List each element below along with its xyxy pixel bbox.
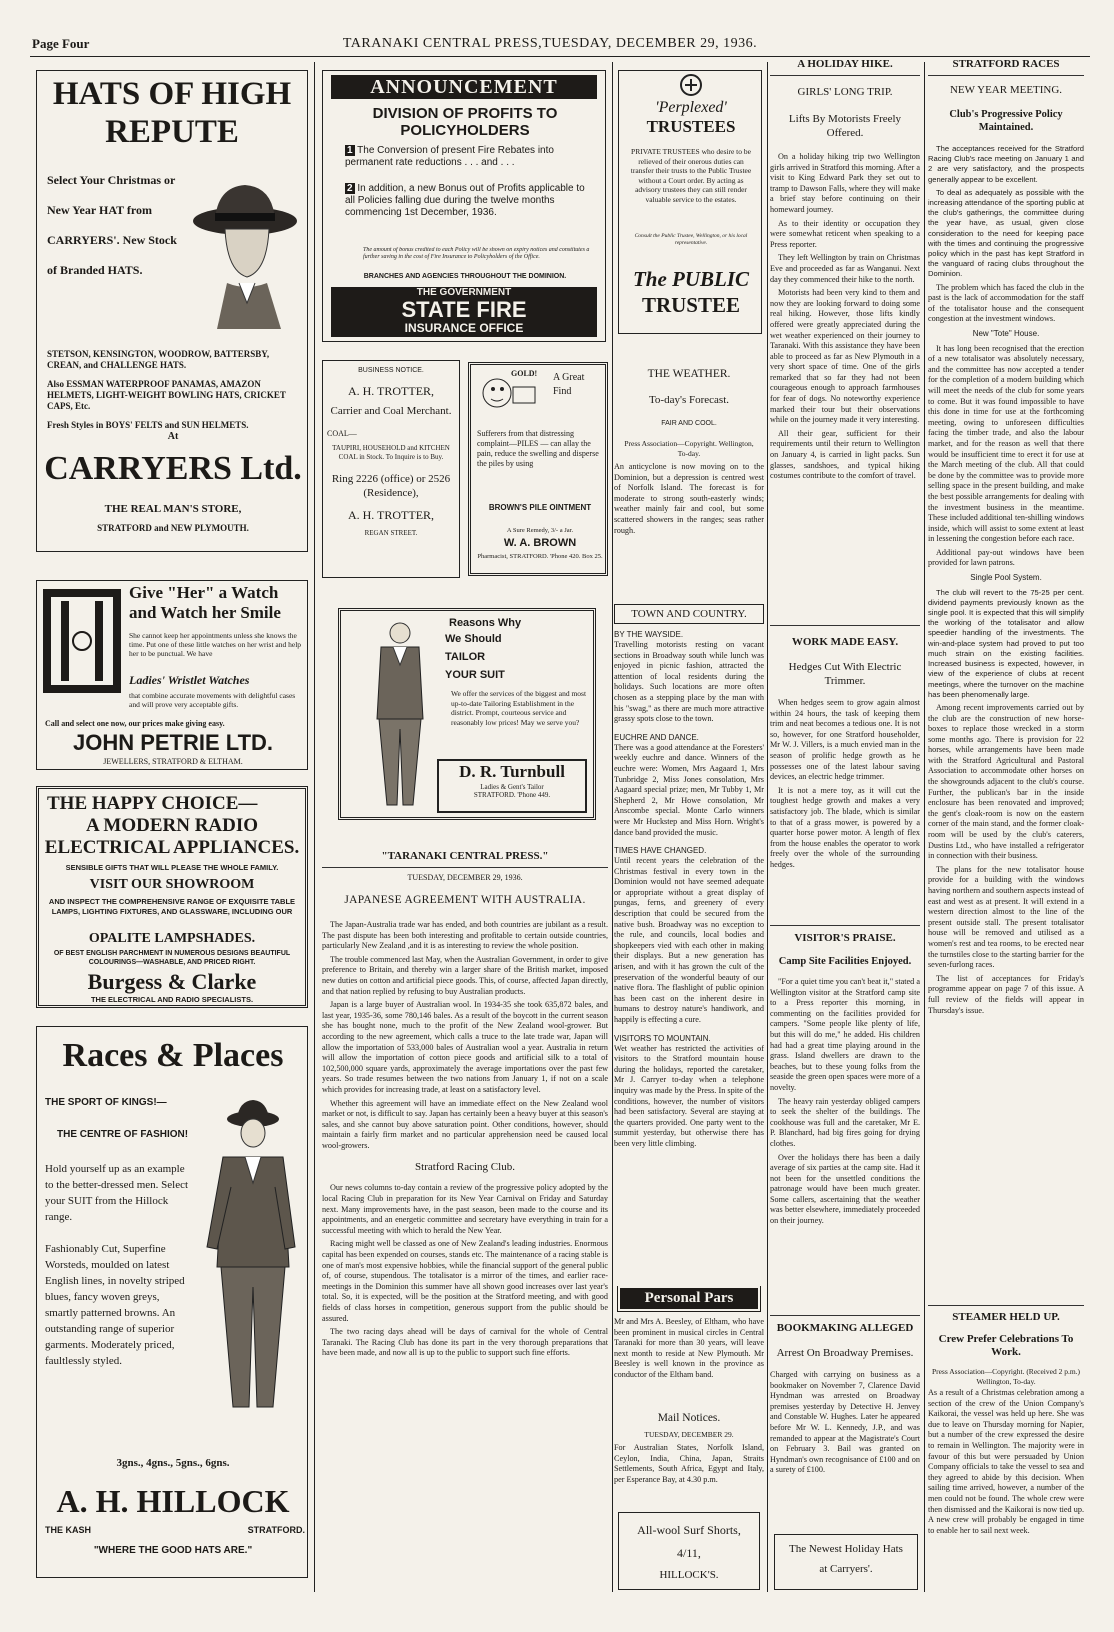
races-news-body-2	[928, 283, 1084, 584]
radio-line-6: AND INSPECT THE COMPREHENSIVE RANGE OF EXQUISITE TABLE LAMPS, LIGHTING FIXTURES, AND GLASSWARE, INCLUDING OUR	[48, 897, 296, 916]
trotter-name-2: A. H. TROTTER,	[347, 508, 435, 522]
bookmaking-rule	[770, 1315, 920, 1316]
radio-line-1: THE HAPPY CHOICE—	[47, 793, 258, 814]
hats-line-4: of Branded HATS.	[47, 263, 143, 277]
watch-body: She cannot keep her appointments unless she knows the time. Put one of these little watches on her wrist and help her to be punctual. We have	[129, 631, 302, 658]
trotter-ad	[322, 360, 460, 578]
hillock-shorts-l2: 4/11,	[677, 1546, 701, 1560]
column-rule-2	[612, 62, 613, 1592]
watch-box-illustration	[41, 587, 123, 697]
weather-body: An anticyclone is now moving on to the Dominion, but a depression is centred west of Norfolk Island. The forecast is for moderate to strong south-easterly winds; weather mainly fair and cool, but some scattered showers in the ranges; seas rather rough.	[614, 462, 764, 535]
bookmaking-sub: Arrest On Broadway Premises.	[776, 1347, 914, 1359]
races-line-2: THE CENTRE OF FASHION!	[57, 1129, 189, 1140]
hillock-shorts-l3: HILLOCK'S.	[659, 1569, 719, 1581]
hats-brands-1: STETSON, KENSINGTON, WOODROW, BATTERSBY, CREAN, and CHALLENGE HATS.	[47, 349, 270, 370]
races-prices: 3gns., 4gns., 5gns., 6gns.	[116, 1457, 230, 1469]
hedges-title: WORK MADE EASY.	[791, 636, 899, 648]
radio-firm-sub: THE ELECTRICAL AND RADIO SPECIALISTS.	[90, 995, 254, 1004]
column-rule-3	[767, 62, 768, 1592]
editorial-date: TUESDAY, DECEMBER 29, 1936.	[407, 873, 523, 882]
races-news-sub2: Club's Progressive Policy Maintained.	[949, 109, 1063, 133]
town-sub-3: TIMES HAVE CHANGED.	[614, 846, 707, 856]
town-text-1: Travelling motorists resting on vacant sections in Broadway south while lunch was enjoyed in picnic fashion, attracted the attention of local residents during the holidays. Such locations are more often chosen as a stepping place by the man with his "swag," as there are much more attractive grassy spots close to the town.	[614, 640, 764, 724]
town-sub-4: VISITORS TO MOUNTAIN.	[614, 1033, 711, 1043]
races-news-p3: The problem which has faced the club in the past is the lack of accommodation for the staff of the totalisator house and the consequent congestion at the investment windows.	[928, 282, 1084, 324]
turnbull-h3: TAILOR	[445, 651, 486, 663]
hike-p5: All their gear, sufficient for their requirements until their return to Wellington on January 4, is carried in light packs. Sun glasses, sandshoes, and typical hiking costumes contribute to the comfort of travel.	[770, 428, 920, 481]
hats-brands	[47, 349, 299, 431]
town-sub-2: EUCHRE AND DANCE.	[614, 732, 699, 742]
races-news	[928, 58, 1084, 1298]
editorial-body	[322, 920, 608, 1151]
brown-ad	[468, 362, 608, 576]
hedges-sub: Hedges Cut With Electric Trimmer.	[788, 661, 902, 687]
races-news-p7: Among recent improvements carried out by the club are the construction of new horse-boxes to replace those wrecked in a storm some months ago. There is provision for 22 horses, while arrangements have been made with the Stratford Agricultural and Pastoral Association to accommodate other horses on the showgrounds adjacent to the club's course. Further, the publican's bar in the inside enclosure has been renovated and improved; the gent's cloak-room is now on the eastern corner of the main stand, and the former cloak-room will be used by the club's caterers, Dustins Ltd., who have installed a refrigerator in connection with their business.	[928, 702, 1084, 861]
hats-line-3: CARRYERS'. New Stock	[47, 233, 177, 247]
carryers-hats-l2: at Carryers'.	[819, 1563, 873, 1575]
masthead-page: Page Four	[32, 36, 90, 51]
editorial-p1: The Japan-Australia trade war has ended, and both countries are jubilant as a result. The past dispute has been both interesting and profitable to certain outside countries, particularly New Zealand ,and it is as interesting to review the whole position.	[322, 920, 608, 951]
state-fire-block	[331, 287, 597, 337]
visitor-p3: Over the holidays there has been a daily average of six parties at the camp site. Had it not been for the unsettled conditions the patronage would have been much greater. Some callers, ascertaining that the weather was better elsewhere, immediately proceeded on their journey.	[770, 1152, 920, 1226]
steamer-body: As a result of a Christmas celebration among a section of the crew of the Union Company's Kaikorai, the vessel was held up here. She was due to leave on Thursday morning for Napier, but a number of the crew expressed the desire to remain in Wellington. The majority were in favour of this but were persuaded by Union Company officials to take the vessel to sea and they agreed to abide by this decision. When sailing time arrived, however, a number of the men could not be found. The whole crew were then dismissed and the Kaikorai is now tied up. A new crew will probably be engaged in time to enable her to sail next week.	[928, 1388, 1084, 1535]
visitor-p2: The heavy rain yesterday obliged campers to seek the shelter of the buildings. The cookhouse was full and the caretaker, Mr E. P. Blanchard, had big fires going for drying clothes.	[770, 1096, 920, 1148]
steamer-sub: Crew Prefer Celebrations To Work.	[938, 1333, 1074, 1358]
trustee-h1: 'Perplexed'	[655, 99, 727, 116]
visitor-article	[770, 920, 920, 1310]
state-fire-title: DIVISION OF PROFITS TO POLICYHOLDERS	[372, 105, 558, 139]
hike-article	[770, 58, 920, 614]
hats-text	[47, 165, 177, 285]
brown-gold: GOLD!	[511, 369, 538, 378]
town-sub-1: BY THE WAYSIDE.	[614, 630, 684, 639]
races-news-s2: Single Pool System.	[970, 573, 1042, 583]
mail-notices	[614, 1408, 764, 1508]
hats-at: At	[167, 431, 179, 442]
state-fire-branches: BRANCHES AND AGENCIES THROUGHOUT THE DOMINION.	[363, 273, 567, 280]
weather-sub: To-day's Forecast.	[648, 394, 730, 406]
public-trustee-ad	[618, 70, 762, 334]
races-news-title: STRATFORD RACES	[952, 58, 1060, 70]
bookmaking-body: Charged with carrying on business as a bookmaker on November 7, Clarence David Hyndman was arrested on Broadway premises yesterday by Detective H. Jenvey and Constable W. Hughes. Later he appeared before Mr W. L. Kennedy, J.P., and was remanded to appear at the Magistrate's Court on February 3. Bail was granted on Hyndman's own recognisance of £100 and on a surety of £100.	[770, 1370, 920, 1475]
editorial-title: JAPANESE AGREEMENT WITH AUSTRALIA.	[344, 894, 586, 906]
turnbull-body: We offer the services of the biggest and most up-to-date Tailoring Establishment in the district. Prompt, courteous service and reasonably low prices! May we serve you?	[451, 689, 587, 727]
hillock-shorts-l1: All-wool Surf Shorts,	[637, 1523, 741, 1537]
masthead-rule	[30, 56, 1090, 57]
races-body: Hold yourself up as an example to the better-dressed men. Select your SUIT from the Hillock range.	[45, 1163, 189, 1223]
radio-line-4: SENSIBLE GIFTS THAT WILL PLEASE THE WHOLE FAMILY.	[65, 863, 279, 872]
personal-body: Mr and Mrs A. Beesley, of Eltham, who have been prominent in musical circles in Central Taranaki for more than 30 years, will leave next month to reside at New Plymouth. Mr Beesley is well known in the province as conductor of the Eltham band.	[614, 1317, 764, 1379]
editorial-p6: Racing might well be classed as one of New Zealand's leading industries. Enormous capital has been expended on courses, stands etc. The maintenance of a racing stable is one of man's most expensive hobbies, while the financial support of the general public of, of course, stupendous. The totalisator is a mirror of the times, and earlier race-meetings in the Dominion this summer have all shown good increases over last year's total. So, it is expected, will be the position at the Stratford meeting, and with good fields of class horses in competition, generous support from the public should be assured.	[322, 1239, 608, 1323]
races-body-2: Fashionably Cut, Superfine Worsteds, moulded on latest English lines, in novelty striped blues, fancy woven greys, smartly patterned browns. An outstanding range of superior garments. Moderately priced, faultlessly styled.	[45, 1243, 185, 1367]
editorial	[322, 848, 608, 1588]
races-news-p9: The list of acceptances for Friday's programme appear on page 7 of this issue. A full review of the fields will appear in Thursday's issue.	[928, 973, 1084, 1015]
editorial-p4: Whether this agreement will have an immediate effect on the New Zealand wool market or not, is difficult to say. Japan has certainly been a heavy buyer at this season's sales, and she cannot buy above saturation point. Other conditions, however, should maintain a fairly firm market and no particular apprehension need be caused local wool-growers.	[322, 1098, 608, 1150]
visitor-body	[770, 977, 920, 1227]
races-line-1: THE SPORT OF KINGS!—	[45, 1097, 167, 1108]
hats-shop-name: CARRYERS Ltd.	[44, 450, 302, 487]
turnbull-address: STRATFORD. 'Phone 449.	[473, 791, 551, 799]
turnbull-h1: Reasons Why	[449, 617, 522, 629]
races-news-sub: NEW YEAR MEETING.	[949, 84, 1063, 96]
races-ad	[36, 1026, 308, 1578]
hats-tagline: THE REAL MAN'S STORE,	[104, 503, 242, 515]
hats-line-1: Select Your Christmas or	[47, 173, 176, 187]
visitor-title: VISITOR'S PRAISE.	[794, 932, 896, 944]
races-news-p5: Additional pay-out windows have been provided for lawn patrons.	[928, 547, 1084, 568]
radio-ad	[36, 786, 308, 1008]
races-firm-left: THE KASH	[45, 1525, 92, 1535]
hedges-body	[770, 698, 920, 871]
point-1-number: 1	[347, 145, 353, 156]
hats-line-2: New Year HAT from	[47, 203, 152, 217]
brown-find: A Great Find	[553, 372, 585, 397]
trotter-coal: COAL—	[327, 429, 357, 438]
races-news-body-3	[928, 588, 1084, 700]
town-title: TOWN AND COUNTRY.	[614, 604, 764, 624]
hedges-p2: It is not a mere toy, as it will cut the toughest hedge growth and makes a very satisfactory job. The blade, which is similar to that of a grass mower, is powered by a quarter horse power motor. A length of flex from the house enables the operator to work freely over the whole of the surrounding hedges.	[770, 785, 920, 869]
editorial-p2: The trouble commenced last May, when the Australian Government, in order to give preference to Britain, and thereby win a larger share of the British market, imposed new duties on cotton and artificial piece goods. This, of course, affected Japan directly, and that nation replied by refusing to buy Australian products.	[322, 954, 608, 996]
trustee-name-1: The PUBLIC	[632, 267, 750, 291]
radio-line-8: OF BEST ENGLISH PARCHMENT IN NUMEROUS DESIGNS BEAUTIFUL COLOURINGS—WASHABLE, AND PRICED RIGHT.	[53, 950, 291, 966]
trustee-h2: TRUSTEES	[646, 117, 736, 136]
point-2-number: 2	[347, 183, 353, 194]
hike-title: A HOLIDAY HIKE.	[797, 58, 893, 70]
hike-body	[770, 152, 920, 482]
editorial-p5: Our news columns to-day contain a review of the progressive policy adopted by the local Racing Club in preparation for its New Year Carnival on Friday and Saturday next. Many improvements have, in the past season, been made to the course and its appointments, and an energetic committee and secretary have everything in train for a successful meeting with which to herald the New Year.	[322, 1183, 608, 1235]
hats-towns: STRATFORD and NEW PLYMOUTH.	[97, 523, 249, 533]
column-rule-1	[314, 62, 315, 1592]
turnbull-ad	[338, 608, 596, 820]
radio-line-7: OPALITE LAMPSHADES.	[88, 931, 256, 946]
hike-rule	[770, 75, 920, 76]
turnbull-h2: We Should	[445, 633, 502, 645]
trustee-body: PRIVATE TRUSTEES who desire to be relieved of their onerous duties can transfer their trusts to the Public Trustee without a Court order. By acting as advisory trustees they can still render valuable service to the estates.	[630, 147, 752, 204]
bookmaking-article	[770, 1310, 920, 1528]
races-news-body	[928, 144, 1084, 280]
radio-line-5: VISIT OUR SHOWROOM	[89, 877, 255, 892]
hedges-rule	[770, 625, 920, 626]
editorial-p7: The two racing days ahead will be days of carnival for the whole of Central Taranaki. The Racing Club has done its part in the very thorough preparations that have been made, and now all is up to the public to support such fine efforts.	[322, 1327, 608, 1358]
state-fire-point-1	[345, 145, 595, 169]
hedges-p1: When hedges seem to grow again almost within 24 hours, the task of keeping them trim and neat becomes a tedious one. It is not so, however, for one Stratford householder, Mr W. J. Villers, is a much envied man in the season of prolific hedge growth as he possesses one of the latest labour saving devices, an electric hedge trimmer.	[770, 698, 920, 782]
personal-pars	[614, 1286, 764, 1396]
trustee-name-2: TRUSTEE	[641, 293, 741, 317]
visitor-rule	[770, 925, 920, 926]
state-fire-ad	[322, 70, 606, 342]
turnbull-sub: Ladies & Gent's Tailor	[480, 783, 544, 791]
hike-sub: GIRLS' LONG TRIP.	[797, 86, 893, 98]
hats-headline	[47, 75, 297, 151]
brown-body: Sufferers from that distressing complaint—PILES — can allay the pain, reduce the swelling and disperse the piles by using	[477, 429, 599, 468]
hike-p2: As to their identity or occupation they were somewhat reticent when speaking to a Press reporter.	[770, 218, 920, 249]
radio-firm: Burgess & Clarke	[87, 969, 257, 994]
hedges-article	[770, 620, 920, 916]
mail-body: For Australian States, Norfolk Island, Ceylon, India, China, Japan, Straits Settlements, South Africa, Egypt and Italy, per Esperance Bay, at 4.30 p.m.	[614, 1443, 764, 1484]
mail-title: Mail Notices.	[657, 1412, 721, 1424]
state-fire-fine: The amount of bonus credited to each Policy will be shown on expiry notices and constitutes a further saving in the cost of Fire Insurance to Policyholders of the Office.	[363, 247, 590, 260]
state-fire-point-2	[345, 183, 595, 219]
races-firm-right: STRATFORD.	[247, 1525, 305, 1535]
editorial-body-2	[322, 1183, 608, 1359]
visitor-sub: Camp Site Facilities Enjoyed.	[778, 956, 912, 967]
trotter-notice: BUSINESS NOTICE.	[358, 367, 424, 374]
trustee-emblem	[677, 73, 705, 97]
weather-cond: FAIR AND COOL.	[661, 420, 717, 427]
trotter-name: A. H. TROTTER,	[347, 384, 435, 398]
watch-call: Call and select one now, our prices make giving easy.	[45, 719, 225, 728]
steamer-source: Press Association—Copyright. (Received 2 p.m.) Wellington, To-day.	[931, 1367, 1081, 1386]
weather-title: THE WEATHER.	[647, 368, 731, 380]
point-2-text: In addition, a new Bonus out of Profits applicable to all Policies falling due during the twelve months commencing 1st December, 1936.	[345, 183, 585, 218]
trotter-ring: Ring 2226 (office) or 2526 (Residence),	[331, 473, 451, 499]
turnbull-name: D. R. Turnbull	[459, 762, 565, 781]
weather-source: Press Association—Copyright. Wellington, To-day.	[624, 439, 754, 458]
races-news-body-4	[928, 703, 1084, 1016]
hike-p1: On a holiday hiking trip two Wellington girls arrived in Stratford this morning. After a visit to King Edward Park they set out to tramp to Dawson Falls, where they will make a brief stay before continuing on their homeward journey.	[770, 152, 920, 214]
state-fire-name: STATE FIRE	[401, 297, 527, 322]
watch-firm-sub: JEWELLERS, STRATFORD & ELTHAM.	[103, 757, 243, 766]
column-rule-4	[924, 62, 925, 1592]
hillock-shorts-ad	[618, 1512, 760, 1590]
turnbull-h4: YOUR SUIT	[445, 669, 505, 681]
masthead-title: TARANAKI CENTRAL PRESS,TUESDAY, DECEMBER 29, 1936.	[342, 36, 758, 51]
watch-headline: Give "Her" a Watch and Watch her Smile	[129, 583, 281, 622]
editorial-club: Stratford Racing Club.	[415, 1161, 515, 1174]
town-text-3: Until recent years the celebration of the Christmas festival in every town in the Dominion would not have seemed adequate or appropriate without a great display of pungas, ferns, and greenery of every description that could be secured from the native bush. Broadway was no exception to the rule, and councils, local bodies and shopkeepers vied with each other in making their displays. But a new generation has arisen, and with it has grown the cult of the preservation of the wonderful beauty of our native flora. The flashlight of public opinion has been cast on the inherent desire in humans to destroy nature's handiwork, and happily is effecting a cure.	[614, 856, 764, 1024]
hats-headline-2: REPUTE	[105, 114, 239, 150]
watch-body-2: that combine accurate movements with delightful cases and will prove very acceptable gifts.	[129, 691, 296, 709]
weather	[614, 350, 764, 590]
watch-firm: JOHN PETRIE LTD.	[72, 731, 274, 755]
watch-product: Ladies' Wristlet Watches	[129, 673, 250, 687]
bookmaking-title: BOOKMAKING ALLEGED	[776, 1322, 914, 1334]
state-fire-banner: ANNOUNCEMENT	[331, 75, 597, 99]
hike-sub2: Lifts By Motorists Freely Offered.	[788, 113, 902, 139]
races-headline: Races & Places	[62, 1037, 284, 1074]
point-1-text: The Conversion of present Fire Rebates into permanent rate reductions . . . and . . .	[345, 145, 554, 168]
tailored-man-illustration	[365, 619, 435, 809]
editorial-rule	[322, 867, 608, 868]
carryers-hats-l1: The Newest Holiday Hats	[789, 1543, 903, 1555]
races-news-p6: The club will revert to the 75-25 per cent. dividend payments previously known as the single pool. It is expected that this will simplify the working of the totalisator and allow speedier handling of the investments. The win-and-place system had proved to put too much strain on the existing facilities. Increased business is expected, however, in view of the experience of clubs at recent meetings, where the turnover on the machine has been phenomenally large.	[928, 587, 1084, 699]
trotter-trade: Carrier and Coal Merchant.	[330, 405, 452, 417]
carryers-hats-ad	[774, 1534, 918, 1590]
editorial-p3: Japan is a large buyer of Australian wool. In 1934-35 she took 635,872 bales, and last year, 1935-36, some 780,146 bales. As a result of the boycott in the current season she has bought none, much to the profit of the New Zealand wool-grower. But according to the new agreement, which calls a truce to the late trade war, Japan will allow the importation of 533,000 bales of Australian wool a year. Australia in return will allow the importation of cotton piece goods and artificial silk to a total of 102,500,000 square yards, approximately the average importations over the past few years. So trade resumes between the two nations from January 1, if not on a scale which provides for increasing trade, at least on a satisfactory level.	[322, 1000, 608, 1094]
steamer-rule	[928, 1305, 1084, 1306]
trustee-consult: Consult the Public Trustee, Wellington, or his local representative.	[634, 233, 748, 246]
races-news-p8: The plans for the new totalisator house provide for a building with the windows having northern and southern aspects instead of east and west as at present. It will extend in a western direction almost to the line of the present outside stall. The present totalisator house will be removed and utilised as a women's rest and tea rooms, to be erected near the turnstiles close to the starting barrier for the seven-furlong races.	[928, 864, 1084, 970]
state-fire-office: INSURANCE OFFICE	[404, 321, 524, 335]
races-news-rule	[928, 75, 1084, 76]
personal-banner: Personal Pars	[618, 1286, 760, 1311]
town-and-country	[614, 604, 764, 1274]
brown-remedy: A Sure Remedy, 3/- a Jar.	[506, 527, 574, 534]
trotter-street: REGAN STREET.	[364, 529, 418, 537]
turnbull-name-box	[437, 759, 587, 813]
trotter-coal-text: TAUPIRI, HOUSEHOLD and KITCHEN COAL in Stock. To Inquire is to Buy.	[332, 444, 450, 461]
races-firm: A. H. HILLOCK	[56, 1483, 290, 1519]
brown-name: W. A. BROWN	[503, 537, 577, 549]
state-fire-gov: THE GOVERNMENT	[416, 287, 512, 298]
races-news-p2: To deal as adequately as possible with the increasing attendance of the sporting public at the club's gatherings, the committee during the year have, as usual, given close consideration to the need for keeping pace with the times and continuing the progressive policy which in the past has kept Stratford in the vanguard of racing clubs throughout the Dominion.	[928, 187, 1084, 279]
mail-date: TUESDAY, DECEMBER 29.	[644, 1430, 734, 1439]
suited-man-illustration	[197, 1097, 303, 1417]
hats-brands-3: Fresh Styles in BOYS' FELTS and SUN HELMETS.	[47, 420, 249, 430]
races-news-p1: The acceptances received for the Stratford Racing Club's race meeting on January 1 and 2 are very satisfactory, and the prospects generally appear to be excellent.	[928, 144, 1084, 184]
town-text-4: Wet weather has restricted the activities of visitors to the Stratford mountain house during the holidays, reported the caretaker, Mr J. Carryer to-day when a telephone inquiry was made by the Press. In spite of the conditions, however, the number of visitors had been satisfactory. Several are staying at the quarters provided. One party went to the summit yesterday, but otherwise there has been very little climbing.	[614, 1043, 764, 1148]
races-news-s1: New "Tote" House.	[972, 329, 1040, 339]
watch-ad	[36, 580, 308, 770]
brown-address: Pharmacist, STRATFORD. 'Phone 420. Box 25.	[477, 553, 603, 560]
brown-product: BROWN'S PILE OINTMENT	[488, 503, 592, 512]
hike-p4: Motorists had been very kind to them and now they are looking forward to doing some real hiking. However, those lifts kindly offered were greatly appreciated during the wet weather experienced on their journey to Taranaki. With this assistance they have been able to proceed as far as New Plymouth in a very short space of time. One of the girls remarked that so far they had not been courageous enough to approach farmhouses for fear of dogs. No noteworthy experience marked their tour but their observations while on the journey made it very interesting.	[770, 288, 920, 425]
races-news-p4: It has long been recognised that the erection of a new totalisator was absolutely necessary, and the committee has now accepted a tender for the completion of a modern building which will meet the needs of the club for some years to come. But it was found impossible to have this done in time for use at the forthcoming meeting, owing to unforeseen difficulties facing the timber trade, and also the labour market, and for the reason as well that there would be insufficient time to erect it for use at the March meeting of the club. All that could be done by the committee was to provide more selling space in the present building, and make the best possible arrangements for dealing with the investment business in the meantime. These included additional ten-shilling windows inside, which will assist to some extent at least in lessening the congestion before each race.	[928, 343, 1084, 544]
steamer-title: STEAMER HELD UP.	[952, 1311, 1060, 1323]
town-text-2: There was a good attendance at the Foresters' weekly euchre and dance. Winners of the euchre were: Women, Mrs Aagaard 1, Mrs Tunbridge 2, Miss Jones consolation, Mrs Aagaard special prize; men, Mr Tubby 1, Mr Shepherd 2, Mr Howe consolation, Mr Anscombe special. Monte Carlo winners were Mr Huckstep and Miss Horn. Wright's dance band provided the music.	[614, 742, 764, 837]
fedora-man-illustration	[187, 179, 299, 329]
hats-ad	[36, 70, 308, 552]
hats-headline-1: HATS OF HIGH	[52, 76, 292, 112]
radio-line-3: ELECTRICAL APPLIANCES.	[44, 837, 300, 858]
editorial-paper: "TARANAKI CENTRAL PRESS."	[381, 850, 549, 862]
hats-brands-2: Also ESSMAN WATERPROOF PANAMAS, AMAZON HELMETS, LIGHT-WEIGHT BOWLING HATS, CRICKET CAPS, Etc.	[47, 379, 286, 411]
races-slogan: "WHERE THE GOOD HATS ARE."	[93, 1545, 253, 1556]
radio-line-2: A MODERN RADIO	[85, 815, 259, 836]
visitor-p1: "For a quiet time you can't beat it," stated a Wellington visitor at the Stratford camp site to a Press reporter this morning, in commenting on the facilities provided for campers. "Some people like plenty of life, but this will do me," he added. His children had had a great time playing around in the grass. Island dwellers are drawn to the beaches, but to these young folks from the seaside the green open spaces were more of a novelty.	[770, 977, 920, 1092]
hike-p3: They left Wellington by train on Christmas Eve and proceeded as far as Wanganui. Next day they commenced their hike to the north.	[770, 253, 920, 284]
steamer-article	[928, 1300, 1084, 1592]
